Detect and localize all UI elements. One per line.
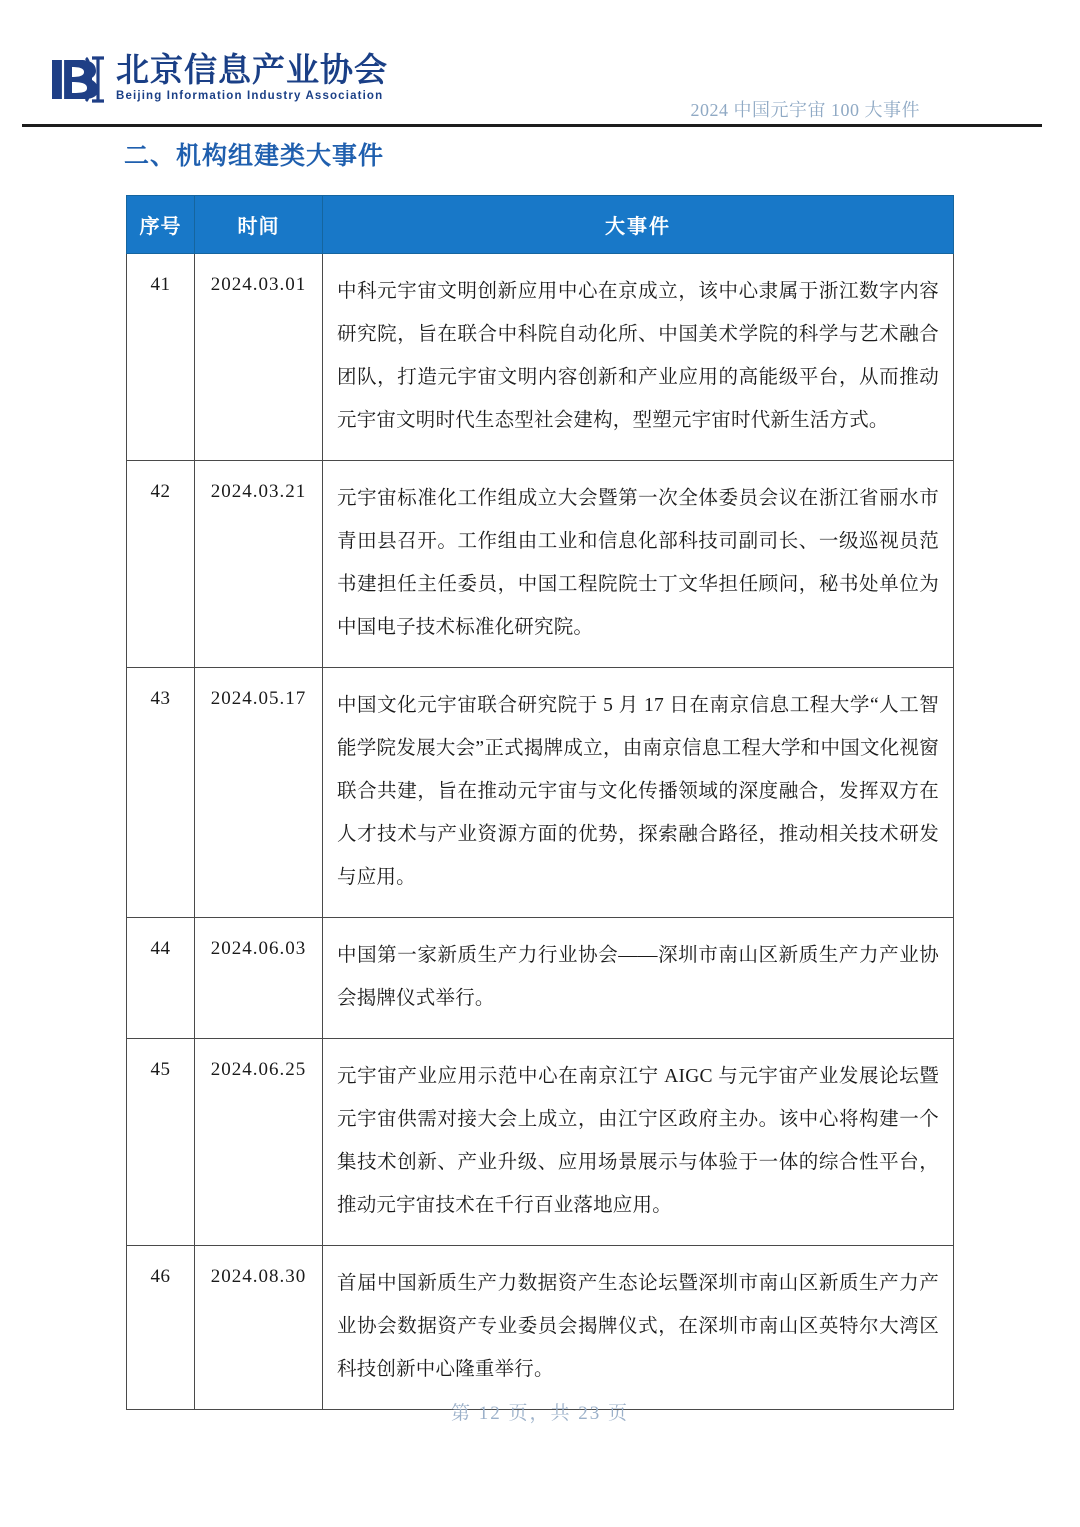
page-header: [0, 0, 1080, 130]
table-body: [127, 254, 954, 1410]
header-divider: [22, 124, 1042, 127]
association-name-cn: 北京信息产业协会: [116, 51, 388, 88]
association-name-en: Beijing Information Industry Association: [116, 90, 384, 102]
association-logo-text: [116, 52, 388, 104]
events-table: [126, 195, 954, 1410]
cell-event: 中科元宇宙文明创新应用中心在京成立，该中心隶属于浙江数字内容研究院，旨在联合中科院自动化所、中国美术学院的科学与艺术融合团队，打造元宇宙文明内容创新和产业应用的高能级平台，从而推动元宇宙文明时代生态型社会建构，型塑元宇宙时代新生活方式。: [323, 254, 954, 461]
cell-index: 43: [127, 668, 195, 918]
cell-date: 2024.06.25: [195, 1039, 323, 1246]
cell-event: 元宇宙产业应用示范中心在南京江宁 AIGC 与元宇宙产业发展论坛暨元宇宙供需对接大会上成立，由江宁区政府主办。该中心将构建一个集技术创新、产业升级、应用场景展示与体验于一体的综合性平台，推动元宇宙技术在千行百业落地应用。: [323, 1039, 954, 1246]
cell-index: 42: [127, 461, 195, 668]
table-row: [127, 1246, 954, 1410]
cell-date: 2024.03.21: [195, 461, 323, 668]
cell-event: 中国文化元宇宙联合研究院于 5 月 17 日在南京信息工程大学“人工智能学院发展大会”正式揭牌成立，由南京信息工程大学和中国文化视窗联合共建，旨在推动元宇宙与文化传播领域的深度融合，发挥双方在人才技术与产业资源方面的优势，探索融合路径，推动相关技术研发与应用。: [323, 668, 954, 918]
cell-index: 45: [127, 1039, 195, 1246]
table-row: [127, 461, 954, 668]
table-row: [127, 254, 954, 461]
column-header-event: 大事件: [323, 196, 954, 254]
page-title: 二、机构组建类大事件: [124, 142, 385, 170]
column-header-date: 时间: [195, 196, 323, 254]
bia-logo-icon: [48, 54, 106, 104]
column-header-index: 序号: [127, 196, 195, 254]
cell-event: 中国第一家新质生产力行业协会——深圳市南山区新质生产力产业协会揭牌仪式举行。: [323, 918, 954, 1039]
cell-date: 2024.06.03: [195, 918, 323, 1039]
table-row: [127, 918, 954, 1039]
table-row: [127, 1039, 954, 1246]
cell-date: 2024.03.01: [195, 254, 323, 461]
table-row: [127, 668, 954, 918]
page-number: 第 12 页，共 23 页: [450, 1403, 629, 1424]
cell-date: 2024.08.30: [195, 1246, 323, 1410]
table-header-row: [127, 196, 954, 254]
cell-index: 41: [127, 254, 195, 461]
cell-date: 2024.05.17: [195, 668, 323, 918]
cell-index: 46: [127, 1246, 195, 1410]
cell-index: 44: [127, 918, 195, 1039]
cell-event: 首届中国新质生产力数据资产生态论坛暨深圳市南山区新质生产力产业协会数据资产专业委员会揭牌仪式，在深圳市南山区英特尔大湾区科技创新中心隆重举行。: [323, 1246, 954, 1410]
cell-event: 元宇宙标准化工作组成立大会暨第一次全体委员会议在浙江省丽水市青田县召开。工作组由工业和信息化部科技司副司长、一级巡视员范书建担任主任委员，中国工程院院士丁文华担任顾问，秘书处单位为中国电子技术标准化研究院。: [323, 461, 954, 668]
association-logo: [48, 52, 388, 104]
table-header: [127, 196, 954, 254]
running-head: 2024 中国元宇宙 100 大事件: [690, 100, 920, 120]
